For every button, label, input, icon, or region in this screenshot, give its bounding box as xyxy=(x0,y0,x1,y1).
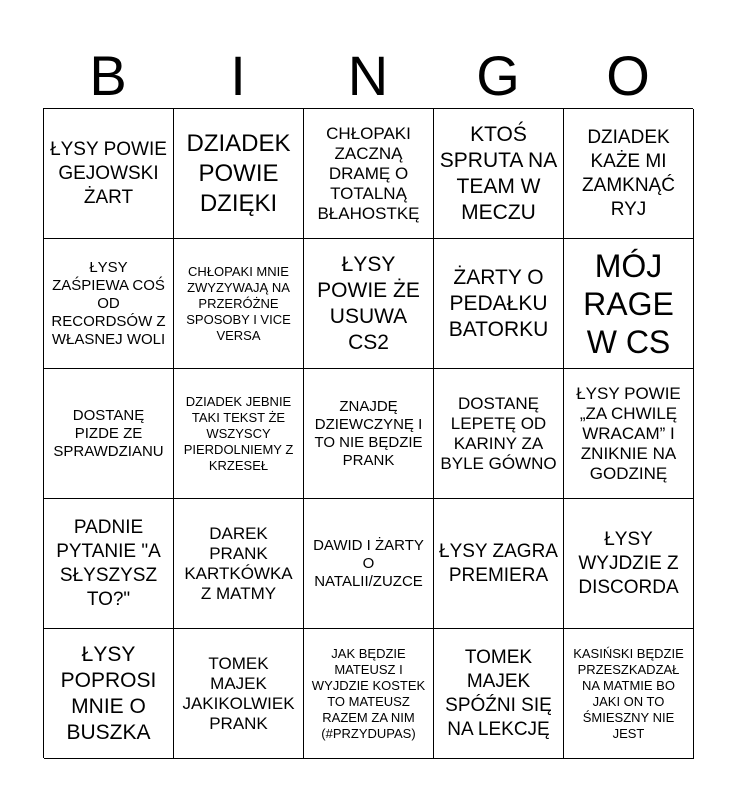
cell-text: CHŁOPAKI MNIE ZWYZYWAJĄ NA PRZERÓŻNE SPOSOBY I VICE VERSA xyxy=(186,263,291,343)
bingo-cell-r1c1[interactable] xyxy=(44,109,174,239)
cell-text: KASIŃSKI BĘDZIE PRZESZKADZAŁ NA MATMIE BO JAKI ON TO ŚMIESZNY NIE JEST xyxy=(573,645,684,741)
bingo-cell-r3c3[interactable] xyxy=(304,369,434,499)
bingo-cell-r4c5[interactable] xyxy=(564,499,694,629)
bingo-cell-r4c1[interactable] xyxy=(44,499,174,629)
bingo-cell-r1c5[interactable] xyxy=(564,109,694,239)
bingo-cell-r5c1[interactable] xyxy=(44,629,174,759)
cell-text: ŁYSY POPROSI MNIE O BUSZKA xyxy=(60,642,157,744)
cell-text: DAREK PRANK KARTKÓWKA Z MATMY xyxy=(184,523,293,603)
cell-text: TOMEK MAJEK JAKIKOLWIEK PRANK xyxy=(182,653,295,733)
header-letter-i: I xyxy=(230,44,246,107)
bingo-cell-r5c4[interactable] xyxy=(434,629,564,759)
bingo-cell-r3c5[interactable] xyxy=(564,369,694,499)
bingo-cell-r4c4[interactable] xyxy=(434,499,564,629)
cell-text: JAK BĘDZIE MATEUSZ I WYJDZIE KOSTEK TO MATEUSZ RAZEM ZA NIM (#PRZYDUPAS) xyxy=(311,645,426,741)
cell-text: DOSTANĘ LEPETĘ OD KARINY ZA BYLE GÓWNO xyxy=(440,393,557,473)
bingo-cell-r4c2[interactable] xyxy=(174,499,304,629)
cell-text: PADNIE PYTANIE "A SŁYSZYSZ TO?" xyxy=(56,516,161,610)
cell-text: ŁYSY WYJDZIE Z DISCORDA xyxy=(578,528,679,598)
cell-text: DOSTANĘ PIZDE ZE SPRAWDZIANU xyxy=(53,406,164,460)
cell-text: DZIADEK KAŻE MI ZAMKNĄĆ RYJ xyxy=(582,126,675,220)
bingo-cell-r1c3[interactable] xyxy=(304,109,434,239)
bingo-header xyxy=(43,44,693,108)
bingo-cell-r2c2[interactable] xyxy=(174,239,304,369)
bingo-cell-r3c4[interactable] xyxy=(434,369,564,499)
cell-text: TOMEK MAJEK SPÓŹNI SIĘ NA LEKCJĘ xyxy=(445,646,552,740)
bingo-cell-r1c2[interactable] xyxy=(174,109,304,239)
bingo-cell-r4c3[interactable] xyxy=(304,499,434,629)
bingo-cell-r5c3[interactable] xyxy=(304,629,434,759)
header-letter-b: B xyxy=(89,44,127,107)
bingo-cell-r2c3[interactable] xyxy=(304,239,434,369)
cell-text: CHŁOPAKI ZACZNĄ DRAMĘ O TOTALNĄ BŁAHOSTKĘ xyxy=(317,123,420,223)
cell-text: ŁYSY ZAGRA PREMIERA xyxy=(439,540,558,586)
cell-text: ŁYSY POWIE ŻE USUWA CS2 xyxy=(317,252,420,354)
bingo-cell-r2c1[interactable] xyxy=(44,239,174,369)
cell-text: MÓJ RAGE W CS xyxy=(583,247,674,360)
bingo-cell-r1c4[interactable] xyxy=(434,109,564,239)
bingo-cell-r3c1[interactable] xyxy=(44,369,174,499)
header-letter-g: G xyxy=(476,44,520,107)
bingo-cell-r5c5[interactable] xyxy=(564,629,694,759)
cell-text: ZNAJDĘ DZIEWCZYNĘ I TO NIE BĘDZIE PRANK xyxy=(314,397,423,469)
bingo-cell-r3c2[interactable] xyxy=(174,369,304,499)
bingo-cell-r5c2[interactable] xyxy=(174,629,304,759)
header-letter-n: N xyxy=(347,44,389,107)
bingo-grid xyxy=(43,108,693,758)
header-letter-o: O xyxy=(606,44,650,107)
cell-text: ŁYSY POWIE GEJOWSKI ŻART xyxy=(50,138,167,208)
cell-text: ŁYSY ZAŚPIEWA COŚ OD RECORDSÓW Z WŁASNEJ WOLI xyxy=(51,258,166,348)
bingo-cell-r2c5[interactable] xyxy=(564,239,694,369)
cell-text: ŁYSY POWIE „ZA CHWILĘ WRACAM” I ZNIKNIE NA GODZINĘ xyxy=(576,383,681,483)
cell-text: DAWID I ŻARTY O NATALII/ZUZCE xyxy=(313,536,424,590)
cell-text: KTOŚ SPRUTA NA TEAM W MECZU xyxy=(439,122,558,224)
bingo-cell-r2c4[interactable] xyxy=(434,239,564,369)
cell-text: ŻARTY O PEDAŁKU BATORKU xyxy=(448,265,549,341)
cell-text: DZIADEK POWIE DZIĘKI xyxy=(186,129,291,217)
cell-text: DZIADEK JEBNIE TAKI TEKST ŻE WSZYSCY PIERDOLNIEMY Z KRZESEŁ xyxy=(183,393,294,473)
